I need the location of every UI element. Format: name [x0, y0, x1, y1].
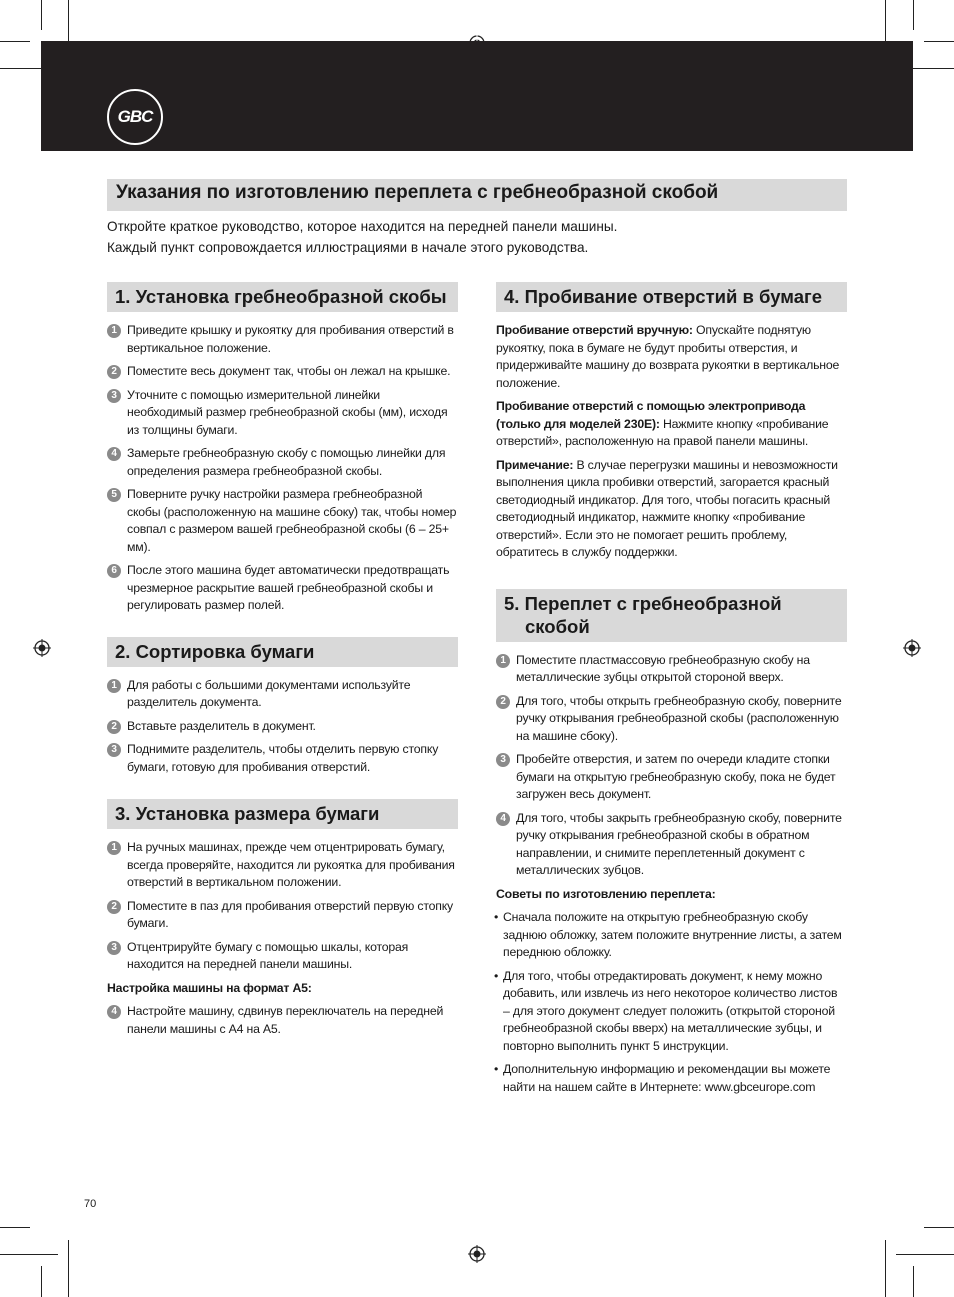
item-text: Приведите крышку и рукоятку для пробивания отверстий в вертикальное положение.	[127, 323, 454, 355]
list-item	[496, 693, 847, 746]
step-number-icon: 5	[107, 488, 121, 502]
step-number-icon: 1	[496, 654, 510, 668]
list-item	[107, 677, 458, 712]
section-heading: 5. Переплет с гребнеобразной скобой	[496, 589, 847, 642]
bullet-item	[496, 1061, 847, 1096]
crop-mark	[0, 41, 30, 42]
section-heading: 4. Пробивание отверстий в бумаге	[496, 282, 847, 312]
step-number-icon: 2	[496, 695, 510, 709]
header-band	[41, 41, 913, 151]
page-title: Указания по изготовлению переплета с гребнеобразной скобой	[107, 179, 847, 211]
bullet-text: Дополнительную информацию и рекомендации вы можете найти на нашем сайте в Интернете: www.gbceurope.com	[503, 1062, 831, 1094]
registration-mark-icon	[33, 639, 51, 657]
registration-mark-icon	[468, 1245, 486, 1263]
item-text: Пробейте отверстия, и затем по очереди кладите стопки бумаги на открытую гребнеобразную скобу, пока не будет загружен весь документ.	[516, 752, 836, 801]
list-item	[107, 445, 458, 480]
crop-mark	[924, 1227, 954, 1228]
intro-line: Откройте краткое руководство, которое находится на передней панели машины.	[107, 219, 618, 234]
page-number: 70	[84, 1198, 97, 1210]
crop-mark	[913, 1266, 914, 1297]
step-number-icon: 2	[107, 365, 121, 379]
left-column	[107, 282, 458, 1044]
item-text: Для того, чтобы закрыть гребнеобразную скобу, поверните ручку открывания гребнеобразной скобы в обратном направлении, и снимите переплетенный документ с металлических зубцов.	[516, 810, 842, 877]
crop-mark	[41, 1266, 42, 1297]
item-text: Для того, чтобы открыть гребнеобразную скобу, поверните ручку открывания гребнеобразной скобы (расположенную на машине сбоку).	[516, 693, 842, 743]
item-text: Поместите в паз для пробивания отверстий первую стопку бумаги.	[127, 898, 453, 930]
item-text: На ручных машинах, прежде чем отцентрировать бумагу, всегда проверяйте, находится ли рукоятка для пробивания отверстий в вертикальном положении.	[127, 840, 455, 889]
bullet-text: Сначала положите на открытую гребнеобразную скобу заднюю обложку, затем положите внутренние листы, а затем переднюю обложку.	[503, 910, 842, 959]
section-4	[496, 282, 847, 562]
section-5	[496, 589, 847, 1097]
list-item	[107, 839, 458, 892]
step-number-icon: 4	[496, 812, 510, 826]
right-column	[496, 282, 847, 1102]
item-text: Поместите весь документ так, чтобы он лежал на крышке.	[127, 364, 451, 378]
paragraph-text: Опускайте поднятую рукоятку, пока в бумаге не будут пробиты отверстия, и придерживайте машину до возврата рукоятки в вертикальное положение.	[496, 323, 840, 390]
paragraph-text: В случае перегрузки машины и невозможности выполнения цикла пробивки отверстий, загорается красный светодиодный индикатор. Для того, чтобы погасить красный светодиодный индикатор, нажмите кнопку «пробивание отверстий». Если это не помогает решить проблему, обратитесь в службу поддержки.	[496, 457, 838, 559]
item-text: Вставьте разделитель в документ.	[127, 718, 316, 733]
step-number-icon: 3	[107, 743, 121, 757]
list-item	[107, 741, 458, 776]
section-2	[107, 637, 458, 777]
paragraph-lead: Примечание:	[496, 457, 574, 472]
item-text: Отцентрируйте бумагу с помощью шкалы, которая находится на передней панели машины.	[127, 939, 409, 971]
step-number-icon: 2	[107, 720, 121, 734]
item-text: Поверните ручку настройки размера гребнеобразной скобы (расположенную на машине сбоку) так, чтобы номер совпал с размером вашей гребнеобразной скобы (6 – 25+ мм).	[127, 487, 457, 554]
step-number-icon: 3	[107, 389, 121, 403]
paragraph-lead: Пробивание отверстий вручную:	[496, 323, 693, 337]
crop-mark	[68, 1240, 69, 1297]
paragraph-lead: Пробивание отверстий с помощью электропривода (только для моделей 230E):	[496, 399, 806, 431]
list-item	[107, 898, 458, 933]
list-item	[107, 939, 458, 974]
crop-mark	[0, 1254, 58, 1255]
step-number-icon: 4	[107, 447, 121, 461]
list-item	[107, 363, 458, 381]
item-text: Уточните с помощью измерительной линейки необходимый размер гребнеобразной скобы (мм), исходя из толщины бумаги.	[127, 387, 448, 437]
crop-mark	[913, 0, 914, 30]
section-heading: 1. Установка гребнеобразной скобы	[107, 282, 458, 312]
paragraph	[496, 322, 847, 392]
step-number-icon: 2	[107, 900, 121, 914]
bullet-item	[496, 909, 847, 962]
step-number-icon: 4	[107, 1005, 121, 1019]
subheading: Советы по изготовлению переплета:	[496, 886, 716, 901]
item-text: Замерьте гребнеобразную скобу с помощью линейки для определения размера гребнеобразной скобы.	[127, 446, 446, 478]
step-number-icon: 1	[107, 841, 121, 855]
intro	[107, 216, 847, 258]
bullet-icon: •	[494, 1062, 499, 1076]
list-item	[496, 751, 847, 804]
subheading: Настройка машины на формат А5:	[107, 980, 312, 995]
list-item	[107, 387, 458, 440]
paragraph-text: Нажмите кнопку «пробивание отверстий», расположенную на правой панели машины.	[496, 416, 829, 448]
step-number-icon: 3	[496, 753, 510, 767]
section-1	[107, 282, 458, 615]
registration-mark-icon	[903, 639, 921, 657]
section-heading: 3. Установка размера бумаги	[107, 799, 458, 829]
list-item	[107, 562, 458, 615]
item-text: Поднимите разделитель, чтобы отделить первую стопку бумаги, готовую для пробивания отверстий.	[127, 742, 439, 774]
section-3	[107, 799, 458, 1038]
item-text: Для работы с большими документами используйте разделитель документа.	[127, 677, 411, 709]
list-item	[496, 652, 847, 687]
item-text: После этого машина будет автоматически предотвращать чрезмерное раскрытие вашей гребнеобразной скобы и регулировать размер полей.	[127, 563, 450, 612]
list-item	[107, 1003, 458, 1038]
crop-mark	[0, 1227, 30, 1228]
step-number-icon: 1	[107, 679, 121, 693]
item-text: Настройте машину, сдвинув переключатель на передней панели машины с А4 на А5.	[127, 1004, 444, 1036]
bullet-icon: •	[494, 968, 499, 983]
section-heading: 2. Сортировка бумаги	[107, 637, 458, 667]
list-item	[107, 718, 458, 736]
crop-mark	[896, 1254, 954, 1255]
crop-mark	[885, 1240, 886, 1297]
gbc-logo: GBC	[107, 89, 163, 145]
step-number-icon: 1	[107, 324, 121, 338]
bullet-icon: •	[494, 910, 499, 924]
intro-line: Каждый пункт сопровождается иллюстрациями в начале этого руководства.	[107, 240, 589, 255]
bullet-item	[496, 968, 847, 1056]
paragraph	[496, 457, 847, 562]
list-item	[107, 322, 458, 357]
item-text: Поместите пластмассовую гребнеобразную скобу на металлические зубцы открытой стороной вверх.	[516, 652, 810, 684]
list-item	[107, 486, 458, 556]
crop-mark	[41, 0, 42, 30]
bullet-text: Для того, чтобы отредактировать документ, к нему можно добавить, или извлечь из него некоторое количество листов – для этого документ следует положить (открытой стороной гребнеобразной скобы вверх) на металлические зубцы, и повторно выполнить пункт 5 инструкции.	[503, 968, 838, 1053]
paragraph	[496, 398, 847, 451]
crop-mark	[924, 41, 954, 42]
step-number-icon: 6	[107, 564, 121, 578]
step-number-icon: 3	[107, 941, 121, 955]
list-item	[496, 810, 847, 880]
